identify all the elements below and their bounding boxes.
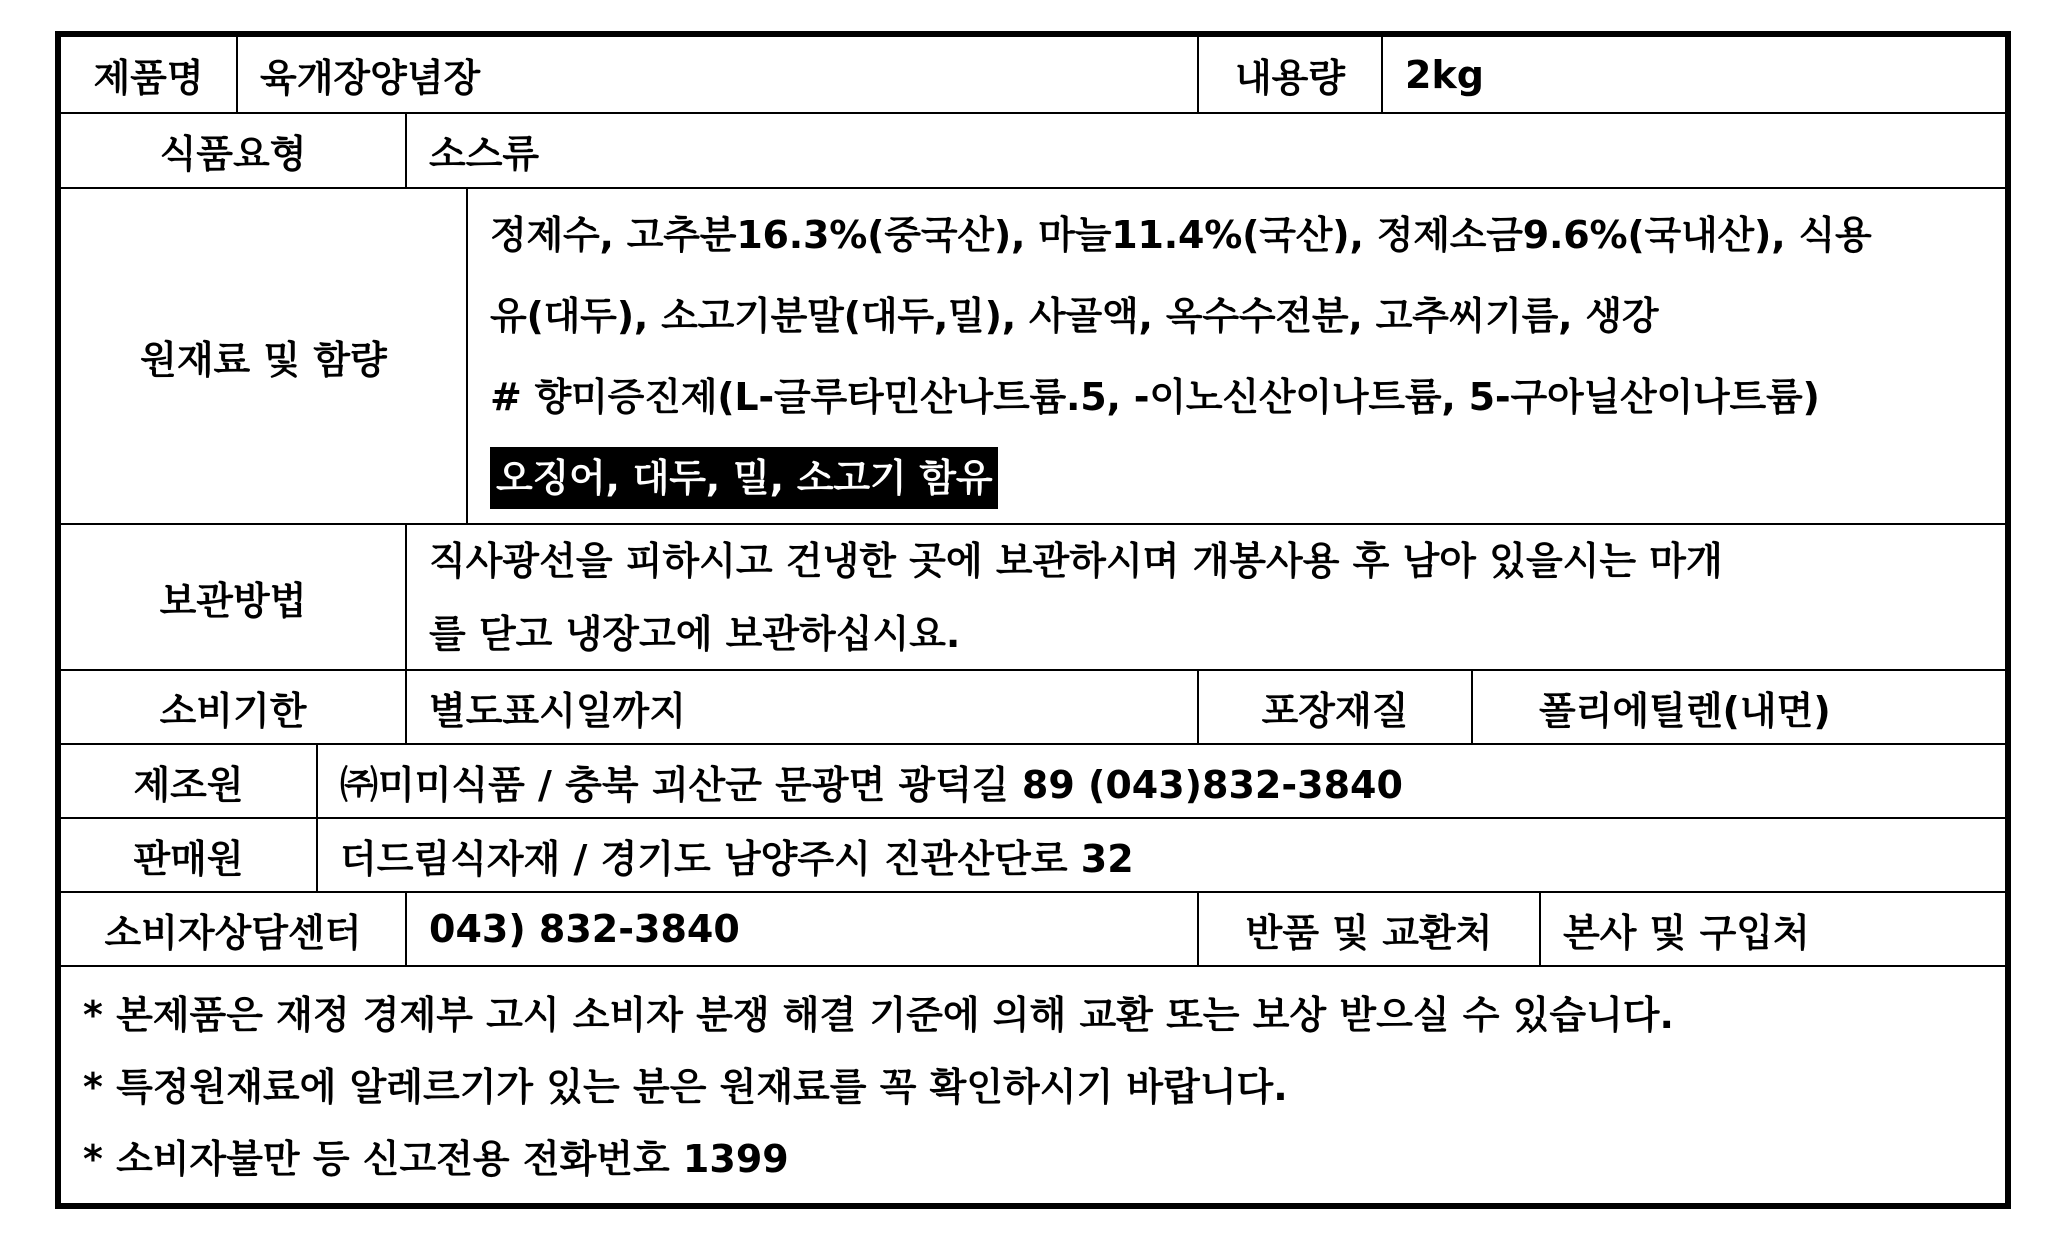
expiry-label: 소비기한 bbox=[159, 688, 307, 733]
notice-line: * 소비자불만 등 신고전용 전화번호 1399 bbox=[83, 1137, 789, 1181]
storage-label: 보관방법 bbox=[159, 578, 307, 623]
row-product bbox=[61, 37, 2005, 112]
row-expiry bbox=[61, 669, 2005, 743]
row-storage bbox=[61, 523, 2005, 669]
ingredients-line: 정제수, 고추분16.3%(중국산), 마늘11.4%(국산), 정제소금9.6%(국내산), 식용 bbox=[490, 213, 1872, 257]
seller-value: 더드림식자재 / 경기도 남양주시 진관산단로 32 bbox=[316, 819, 2005, 891]
ingredients-line: 유(대두), 소고기분말(대두,밀), 사골액, 옥수수전분, 고추씨기름, 생강 bbox=[490, 294, 1659, 338]
ingredients-value bbox=[466, 189, 2005, 523]
ingredients-label: 원재료 및 함량 bbox=[140, 337, 387, 382]
return-value: 본사 및 구입처 bbox=[1539, 893, 2005, 965]
product-name-value: 육개장양념장 bbox=[236, 37, 1197, 112]
notice-line: * 특정원재료에 알레르기가 있는 분은 원재료를 꼭 확인하시기 바랍니다. bbox=[83, 1065, 1288, 1109]
food-label-table bbox=[55, 31, 2011, 1209]
expiry-value: 별도표시일까지 bbox=[405, 671, 1197, 743]
row-food-type bbox=[61, 112, 2005, 187]
storage-line: 를 닫고 냉장고에 보관하십시요. bbox=[429, 612, 961, 656]
row-notices bbox=[61, 965, 2005, 1203]
packaging-value: 폴리에틸렌(내면) bbox=[1471, 671, 2005, 743]
storage-line: 직사광선을 피하시고 건냉한 곳에 보관하시며 개봉사용 후 남아 있을시는 마개 bbox=[429, 539, 1723, 583]
return-label: 반품 및 교환처 bbox=[1197, 893, 1539, 965]
food-type-label: 식품요형 bbox=[159, 132, 307, 176]
packaging-label: 포장재질 bbox=[1197, 671, 1471, 743]
row-manufacturer bbox=[61, 743, 2005, 817]
content-value: 2kg bbox=[1381, 37, 2005, 112]
seller-label: 판매원 bbox=[133, 836, 244, 881]
notice-line: * 본제품은 재정 경제부 고시 소비자 분쟁 해결 기준에 의해 교환 또는 보상 받으실 수 있습니다. bbox=[83, 993, 1674, 1037]
allergen-notice: 오징어, 대두, 밀, 소고기 함유 bbox=[490, 447, 998, 509]
consumer-center-phone: 043) 832-3840 bbox=[405, 893, 1197, 965]
product-name-label: 제품명 bbox=[93, 56, 204, 100]
row-seller bbox=[61, 817, 2005, 891]
food-type-value: 소스류 bbox=[405, 114, 2005, 187]
ingredients-line: # 향미증진제(L-글루타민산나트륨.5, -이노신산이나트륨, 5-구아닐산이나트륨) bbox=[490, 375, 1820, 419]
manufacturer-label: 제조원 bbox=[133, 762, 244, 807]
content-label: 내용량 bbox=[1197, 37, 1381, 112]
row-ingredients bbox=[61, 187, 2005, 523]
storage-value bbox=[405, 525, 2005, 669]
consumer-center-label: 소비자상담센터 bbox=[104, 910, 362, 955]
manufacturer-value: ㈜미미식품 / 충북 괴산군 문광면 광덕길 89 (043)832-3840 bbox=[316, 745, 2005, 817]
allergen-line bbox=[468, 438, 2005, 519]
row-consumer-center bbox=[61, 891, 2005, 965]
